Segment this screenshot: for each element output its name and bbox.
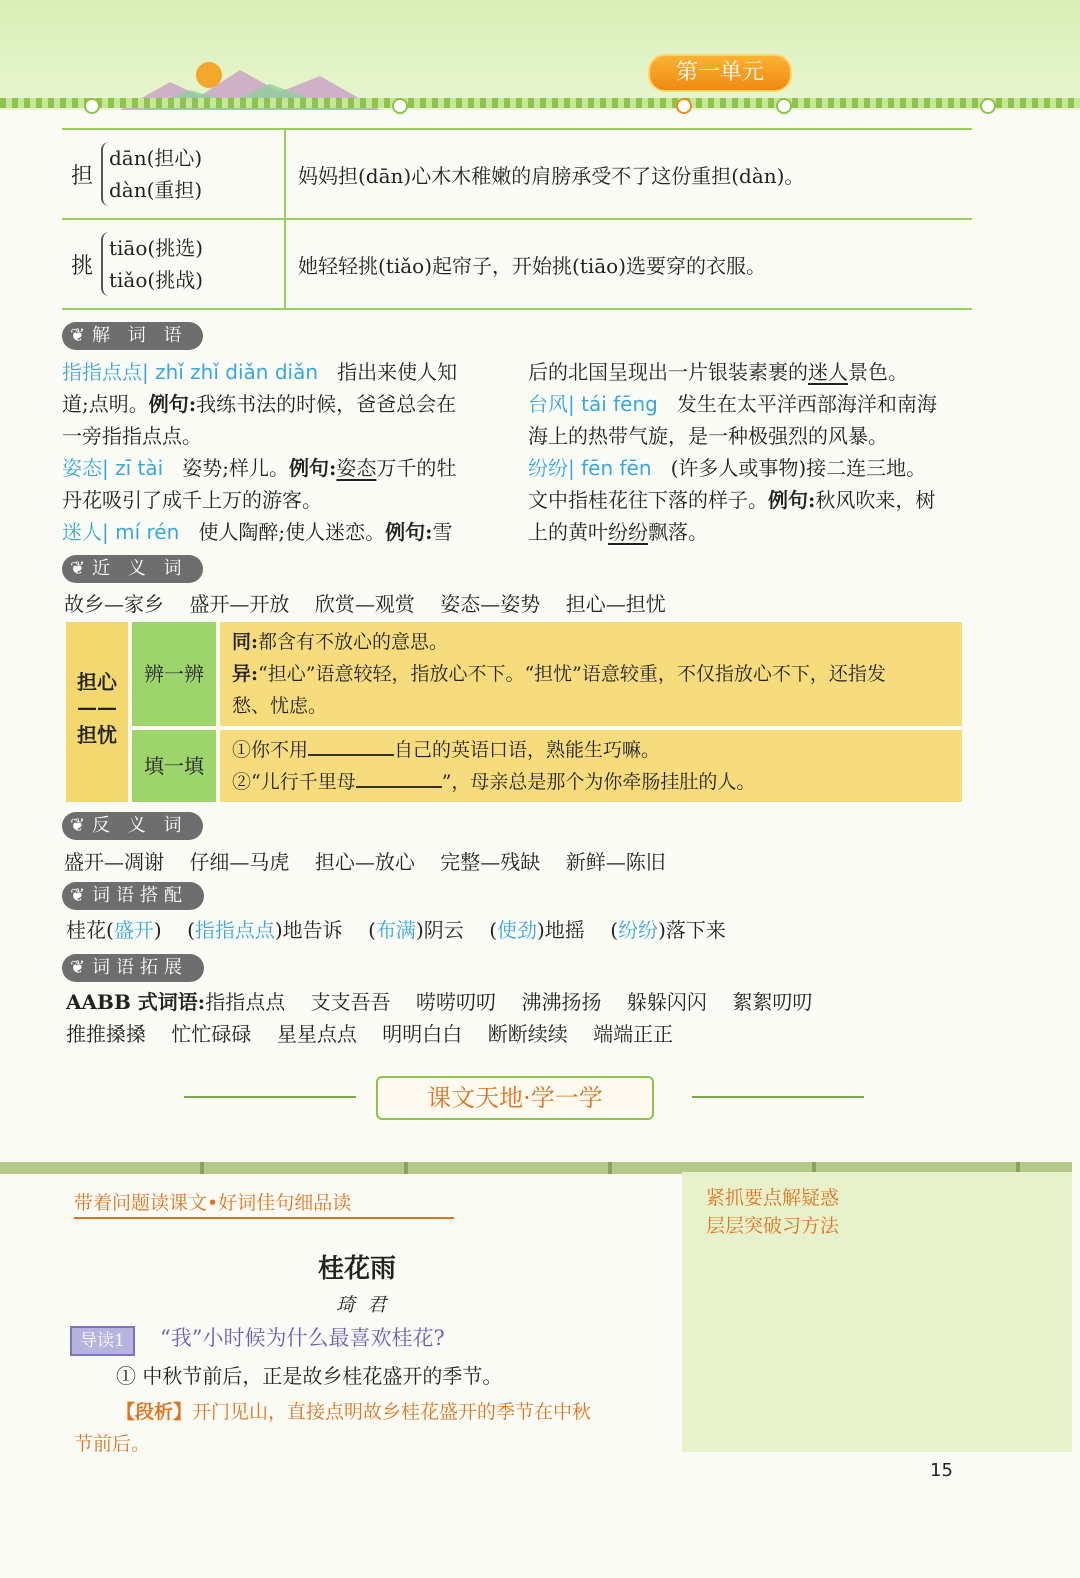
paragraph xyxy=(116,1360,502,1392)
reading-head-left: 带着问题读课文•好词佳句细品读 xyxy=(74,1188,454,1219)
analysis xyxy=(116,1396,676,1428)
pinyin: | zhǐ zhǐ diǎn diǎn xyxy=(142,360,318,384)
definition: 使人陶醉;使人迷恋。 xyxy=(198,520,386,544)
antonyms-line: 盛开—凋谢 仔细—马虎 担心—放心 完整—残缺 新鲜—陈旧 xyxy=(64,850,666,874)
example-text: 上的黄叶 xyxy=(528,520,608,544)
reading: tiāo(挑选) xyxy=(109,236,204,260)
example-text: 万千的牡 xyxy=(376,456,457,480)
example-text: 后的北国呈现出一片银装素裹的 xyxy=(528,360,808,384)
example-text: 纷纷 xyxy=(608,520,648,544)
example-text: 景色。 xyxy=(848,360,908,384)
rail-node-icon xyxy=(776,98,792,114)
definition: 道;点明。 xyxy=(62,392,149,416)
header-rail xyxy=(0,98,1080,108)
same-text: 都含有不放心的意思。 xyxy=(258,631,449,653)
rail-node-icon xyxy=(980,98,996,114)
subject-banner: 课文天地·学一学 xyxy=(376,1076,654,1120)
extension-line: 指指点点 支支吾吾 唠唠叨叨 沸沸扬扬 躲躲闪闪 絮絮叨叨 xyxy=(205,990,813,1014)
example-text: 迷人 xyxy=(808,360,848,384)
example-label: 例句: xyxy=(768,488,816,512)
definition: 姿势;样儿。 xyxy=(182,456,289,480)
word-dash: —— xyxy=(77,695,117,719)
paragraph-number: ① xyxy=(116,1364,136,1388)
table-row xyxy=(62,129,972,219)
compare-words xyxy=(66,622,128,802)
collocation-word: 指指点点 xyxy=(194,918,275,942)
synonyms-line: 故乡—家乡 盛开—开放 欣赏—观赏 姿态—姿势 担心—担忧 xyxy=(64,592,666,616)
polyphonic-table xyxy=(62,128,972,310)
divider xyxy=(184,1096,356,1098)
compare-box xyxy=(66,622,974,802)
word-b: 担忧 xyxy=(77,723,117,747)
polyphonic-char: 担 xyxy=(70,163,93,189)
example-text: 雪 xyxy=(432,520,453,544)
distinguish-content xyxy=(220,622,962,726)
definition: (许多人或事物)接二连三地。 xyxy=(670,456,927,480)
rail-node-icon xyxy=(392,98,408,114)
article-title: 桂花雨 xyxy=(318,1254,397,1284)
term: 台风 xyxy=(528,392,568,416)
fill-text: ”，母亲总是那个为你牵肠挂肚的人。 xyxy=(441,771,756,793)
fill-content xyxy=(220,730,962,802)
rail-node-icon xyxy=(676,98,692,114)
reading-head-right: 紧抓要点解疑惑 层层突破习方法 xyxy=(706,1187,840,1237)
example-text: 一旁指指点点。 xyxy=(62,424,202,448)
fill-blank[interactable] xyxy=(308,734,394,756)
collocation-line: 桂花(盛开) (指指点点)地告诉 (布满)阴云 (使劲)地摇 (纷纷)落下来 xyxy=(66,918,726,942)
definition: 文中指桂花往下落的样子。 xyxy=(528,488,768,512)
pinyin: | mí rén xyxy=(102,520,180,544)
extension-block xyxy=(66,986,812,1050)
page-number: 15 xyxy=(930,1460,953,1481)
fill-text: 自己的英语口语，熟能生巧嘛。 xyxy=(394,739,661,761)
fill-text: ①你不用 xyxy=(232,739,309,761)
section-tag-synonyms: ❦ 近 义 词 xyxy=(62,555,203,583)
definition: 指出来使人知 xyxy=(337,360,458,384)
analysis-label: 【段析】 xyxy=(116,1401,193,1423)
example-text: 姿态 xyxy=(336,456,377,480)
collocation-word: 布满 xyxy=(375,918,416,942)
paragraph-text: 中秋节前后，正是故乡桂花盛开的季节。 xyxy=(142,1364,503,1388)
example-sentence: 妈妈担(dān)心木木稚嫩的肩膀承受不了这份重担(dàn)。 xyxy=(285,129,972,219)
example-label: 例句: xyxy=(289,456,337,480)
example-label: 例句: xyxy=(148,392,197,416)
fill-text: ②“儿行千里母 xyxy=(232,771,356,793)
pinyin: | zī tài xyxy=(102,456,164,480)
definition: 发生在太平洋西部海洋和南海 xyxy=(676,392,937,416)
example-text: 秋风吹来，树 xyxy=(815,488,936,512)
term: 姿态 xyxy=(62,456,102,480)
pinyin: | tái fēng xyxy=(568,392,658,416)
section-tag-explain: ❦ 解 词 语 xyxy=(62,322,203,350)
fill-blank[interactable] xyxy=(356,766,442,788)
extension-label: AABB 式词语: xyxy=(66,990,206,1014)
example-sentence: 她轻轻挑(tiǎo)起帘子，开始挑(tiāo)选要穿的衣服。 xyxy=(285,219,972,309)
divider xyxy=(692,1096,864,1098)
explain-right-column xyxy=(528,356,978,548)
guide-question: “我”小时候为什么最喜欢桂花? xyxy=(160,1326,445,1350)
diff-text: 愁、忧虑。 xyxy=(232,695,328,717)
reading: dān(担心) xyxy=(109,146,203,170)
distinguish-label: 辨一辨 xyxy=(132,622,216,726)
polyphonic-char: 挑 xyxy=(70,253,93,279)
term: 指指点点 xyxy=(62,360,142,384)
extension-line: 推推搡搡 忙忙碌碌 星星点点 明明白白 断断续续 端端正正 xyxy=(66,1022,674,1046)
example-text: 我练书法的时候，爸爸总会在 xyxy=(196,392,457,416)
word-a: 担心 xyxy=(77,670,117,694)
diff-text: “担心”语意较轻，指放心不下。“担忧”语意较重，不仅指放心不下，还指发 xyxy=(258,663,886,685)
definition: 海上的热带气旋，是一种极强烈的风暴。 xyxy=(528,424,888,448)
explain-left-column xyxy=(62,356,510,548)
reading: tiǎo(挑战) xyxy=(109,268,204,292)
collocation-word: 纷纷 xyxy=(618,918,659,942)
pinyin: | fēn fēn xyxy=(568,456,652,480)
section-tag-antonyms: ❦ 反 义 词 xyxy=(62,812,203,840)
guide-tag: 导读1 xyxy=(70,1326,135,1356)
unit-badge: 第一单元 xyxy=(648,54,792,92)
same-label: 同: xyxy=(232,631,259,653)
analysis-text: 开门见山，直接点明故乡桂花盛开的季节在中秋 xyxy=(192,1401,592,1423)
term: 纷纷 xyxy=(528,456,568,480)
diff-label: 异: xyxy=(232,663,259,685)
rail-node-icon xyxy=(84,98,100,114)
example-text: 飘落。 xyxy=(648,520,708,544)
article-author: 琦 君 xyxy=(336,1294,387,1316)
sun-icon xyxy=(196,62,222,88)
reading: dàn(重担) xyxy=(109,178,203,202)
section-tag-extension: ❦ 词语拓展 xyxy=(62,954,204,982)
example-label: 例句: xyxy=(385,520,433,544)
section-tag-collocation: ❦ 词语搭配 xyxy=(62,882,204,910)
collocation-word: 使劲 xyxy=(497,918,537,942)
analysis-text: 节前后。 xyxy=(74,1433,151,1455)
example-text: 丹花吸引了成千上万的游客。 xyxy=(62,488,322,512)
fill-label: 填一填 xyxy=(132,730,216,802)
table-row xyxy=(62,219,972,309)
collocation-word: 盛开 xyxy=(113,918,154,942)
term: 迷人 xyxy=(62,520,102,544)
